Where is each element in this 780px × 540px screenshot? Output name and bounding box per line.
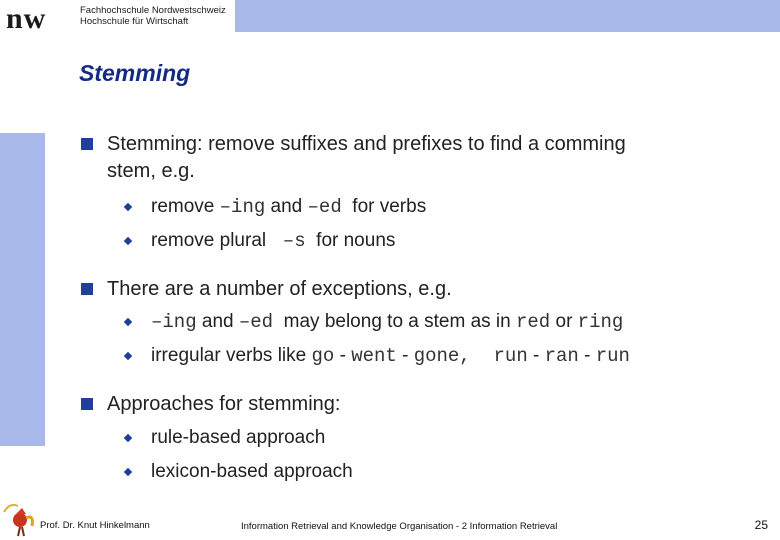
text-run: and xyxy=(196,311,239,332)
text-run: - xyxy=(334,345,352,366)
code-run: go xyxy=(311,345,335,367)
org-line-1: Fachhochschule Nordwestschweiz xyxy=(80,5,226,16)
text-run: remove plural xyxy=(151,230,272,251)
org-name xyxy=(80,5,226,27)
diamond-bullet-icon xyxy=(124,203,132,211)
footer-author: Prof. Dr. Knut Hinkelmann xyxy=(40,520,150,531)
code-run: run xyxy=(595,345,630,367)
sub-bullet-text xyxy=(151,310,623,334)
sub-bullet-text xyxy=(151,229,395,253)
code-run: red xyxy=(516,311,551,333)
diamond-bullet-icon xyxy=(124,468,132,476)
bullet-text: There are a number of exceptions, e.g. xyxy=(107,278,452,300)
text-run: and xyxy=(265,196,308,217)
text-run: - xyxy=(578,345,596,366)
logo-letter-n: nw xyxy=(6,2,47,35)
bullet-line: stem, e.g. xyxy=(107,160,195,182)
bullet-line: Stemming: remove suffixes and prefixes to find a comming xyxy=(107,133,626,155)
footer-course: Information Retrieval and Knowledge Organisation - 2 Information Retrieval xyxy=(241,521,558,532)
sub-bullet-text xyxy=(151,344,630,368)
code-run: –s xyxy=(271,230,306,252)
code-run: ran xyxy=(544,345,579,367)
code-run: ring xyxy=(577,311,624,333)
code-run: –ed xyxy=(307,196,342,218)
side-band xyxy=(0,133,45,446)
text-run: may belong to a stem as in xyxy=(273,311,516,332)
code-run: –ing xyxy=(219,196,266,218)
bullet-text xyxy=(107,131,626,185)
text-run: or xyxy=(550,311,578,332)
page-number: 25 xyxy=(754,518,768,532)
text-run: - xyxy=(396,345,414,366)
square-bullet-icon xyxy=(81,398,93,410)
square-bullet-icon xyxy=(81,138,93,150)
org-line-2: Hochschule für Wirtschaft xyxy=(80,16,189,27)
code-run: –ed xyxy=(238,311,274,333)
diamond-bullet-icon xyxy=(124,434,132,442)
sub-bullet-text: lexicon-based approach xyxy=(151,461,353,482)
code-run: went xyxy=(351,345,397,367)
rooster-logo-icon xyxy=(0,498,36,540)
code-run: gone, run xyxy=(413,345,528,367)
square-bullet-icon xyxy=(81,283,93,295)
text-run: irregular verbs like xyxy=(151,345,312,366)
diamond-bullet-icon xyxy=(124,237,132,245)
logo-mark xyxy=(6,2,46,36)
sub-bullet-text: rule-based approach xyxy=(151,427,326,448)
text-run: remove xyxy=(151,196,220,217)
header-band xyxy=(235,0,780,32)
diamond-bullet-icon xyxy=(124,318,132,326)
sub-bullet-text xyxy=(151,195,426,219)
code-run: –ing xyxy=(151,311,197,333)
slide-title: Stemming xyxy=(79,60,191,86)
logo xyxy=(0,0,235,36)
text-run: for nouns xyxy=(305,230,396,251)
bullet-text: Approaches for stemming: xyxy=(107,393,341,415)
text-run: for verbs xyxy=(341,196,427,217)
diamond-bullet-icon xyxy=(124,352,132,360)
text-run: - xyxy=(527,345,545,366)
